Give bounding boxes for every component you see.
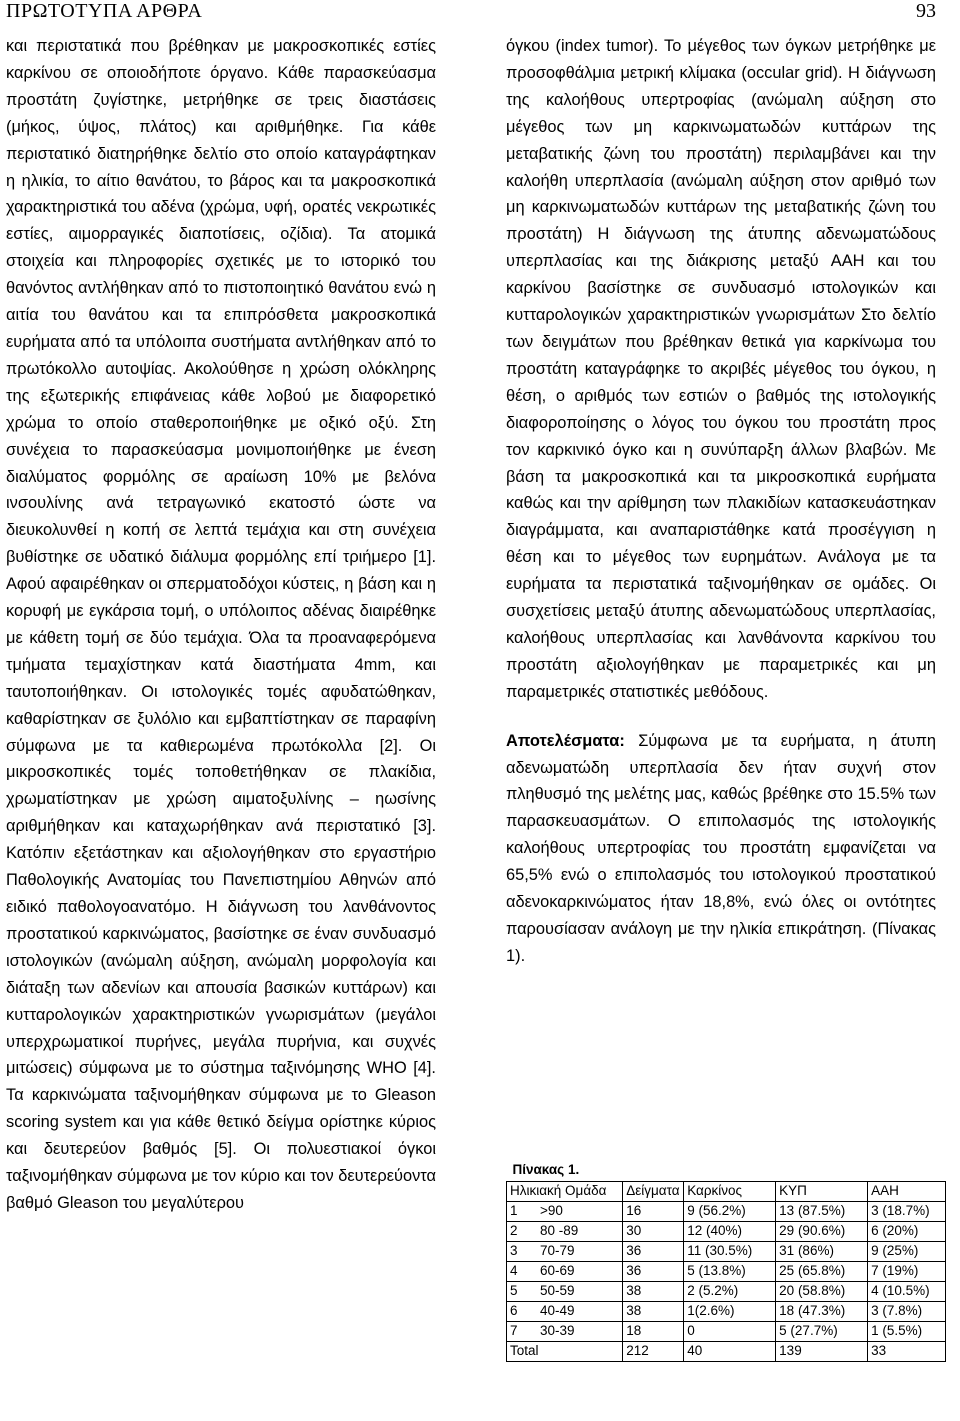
row-number: 5 [510, 1283, 518, 1298]
kyp-cell: 31 (86%) [776, 1242, 868, 1262]
age-group: 80 -89 [540, 1223, 579, 1238]
total-cancer: 40 [684, 1342, 776, 1362]
row-number: 2 [510, 1223, 518, 1238]
table-row [507, 1302, 946, 1322]
total-kyp: 139 [776, 1342, 868, 1362]
row-number: 1 [510, 1203, 518, 1218]
aah-cell: 4 (10.5%) [868, 1282, 946, 1302]
age-group: >90 [540, 1203, 563, 1218]
cancer-cell: 12 (40%) [684, 1222, 776, 1242]
samples-cell: 36 [623, 1242, 684, 1262]
section-title: ΠΡΩΤΟΤΥΠΑ ΑΡΘΡΑ [6, 0, 203, 22]
total-samples: 212 [623, 1342, 684, 1362]
row-number: 6 [510, 1303, 518, 1318]
table-header-row [507, 1182, 946, 1202]
samples-cell: 38 [623, 1282, 684, 1302]
results-heading: Αποτελέσματα: [506, 731, 625, 750]
table-1 [506, 1161, 946, 1362]
aah-cell: 6 (20%) [868, 1222, 946, 1242]
kyp-cell: 5 (27.7%) [776, 1322, 868, 1342]
table-row [507, 1202, 946, 1222]
row-number: 3 [510, 1243, 518, 1258]
header-aah: ΑΑΗ [868, 1182, 946, 1202]
cancer-cell: 5 (13.8%) [684, 1262, 776, 1282]
header-age-group: Ηλικιακή Ομάδα [507, 1182, 623, 1202]
samples-cell: 18 [623, 1322, 684, 1342]
table-row [507, 1242, 946, 1262]
cancer-cell: 11 (30.5%) [684, 1242, 776, 1262]
kyp-cell: 18 (47.3%) [776, 1302, 868, 1322]
age-group: 30-39 [540, 1323, 575, 1338]
right-column [506, 33, 936, 970]
results-paragraph [506, 728, 936, 970]
samples-cell: 38 [623, 1302, 684, 1322]
age-group: 70-79 [540, 1243, 575, 1258]
table-total-row [507, 1342, 946, 1362]
kyp-cell: 29 (90.6%) [776, 1222, 868, 1242]
kyp-cell: 25 (65.8%) [776, 1262, 868, 1282]
table-row [507, 1222, 946, 1242]
results-text: Σύμφωνα με τα ευρήματα, η άτυπη αδενωματώδη υπερπλασία δεν ήταν συχνή στον πληθυσμό της μελέτης μας, καθώς βρέθηκε στο 15.5% των παρασκευασμάτων. Ο επιπολασμός της ιστολογικής καλοήθους υπερτροφίας του προστάτη εμφανίζεται να 65,5% ενώ ο επιπολασμός του ιστολογικού προστατικού αδενοκαρκινώματος ήταν 18,8%, ενώ όλες οι οντότητες παρουσίασαν ανάλογη με την ηλικία επικράτηση. (Πίνακας 1). [506, 731, 936, 965]
header-cancer: Καρκίνος [684, 1182, 776, 1202]
age-group: 40-49 [540, 1303, 575, 1318]
aah-cell: 9 (25%) [868, 1242, 946, 1262]
kyp-cell: 13 (87.5%) [776, 1202, 868, 1222]
methods-paragraph-continued: όγκου (index tumor). Το μέγεθος των όγκων μετρήθηκε με προσοφθάλμια μετρική κλίμακα (occular grid). Η διάγνωση της καλοήθους υπερτροφίας (ανώμαλη αύξηση στο μέγεθος των μη καρκινωματωδών κυττάρων της μεταβατικής ζώνη του προστάτη) περιλαμβάνει και την καλοήθη υπερπλασία (ανώμαλη αύξηση στον αριθμό των μη καρκινωματωδών κυττάρων της μεταβατικής ζώνη του προστάτη) Η διάγνωση της άτυπης αδενωματώδους υπερπλασίας και της διάκρισης μεταξύ ΑΑΗ και του καρκίνου βασίστηκε σε συνδυασμό ιστολογικών και κυτταρολογικών χαρακτηριστικών γνωρισμάτων Στο δελτίο των δειγμάτων που βρέθηκαν θετικά για καρκίνωμα του προστάτη καταγράφηκε το ακριβές μέγεθος του όγκου, η θέση, ο αριθμός των εστιών ο βαθμός της ιστολογικής διαφοροποίησης ο λόγος του όγκου του προστάτη προς τον καρκινικό όγκο και η συνύπαρξη άλλων βλαβών. Με βάση τα μακροσκοπικά και τα μικροσκοπικά ευρήματα καθώς και την αρίθμηση των πλακιδίων κατασκευάστηκαν διαγράμματα, και αναπαριστάθηκε κατά προσέγγιση η θέση και το μέγεθος των ευρημάτων. Ανάλογα με τα ευρήματα τα περιστατικά ταξινομήθηκαν σε ομάδες. Οι συσχετίσεις μεταξύ άτυπης αδενωματώδους υπερπλασίας, καλοήθους υπερπλασίας και λανθάνοντα καρκίνου του προστάτη αξιολογήθηκαν με παραμετρικές και μη παραμετρικές στατιστικές μεθόδους. [506, 37, 936, 701]
cancer-cell: 0 [684, 1322, 776, 1342]
aah-cell: 1 (5.5%) [868, 1322, 946, 1342]
samples-cell: 36 [623, 1262, 684, 1282]
table-row [507, 1262, 946, 1282]
data-table [506, 1161, 946, 1362]
total-label: Total [507, 1342, 623, 1362]
aah-cell: 3 (18.7%) [868, 1202, 946, 1222]
samples-cell: 30 [623, 1222, 684, 1242]
aah-cell: 7 (19%) [868, 1262, 946, 1282]
table-title: Πίνακας 1. [512, 1162, 580, 1177]
table-row [507, 1322, 946, 1342]
header-samples: Δείγματα [623, 1182, 684, 1202]
age-group: 60-69 [540, 1263, 575, 1278]
aah-cell: 3 (7.8%) [868, 1302, 946, 1322]
table-row [507, 1282, 946, 1302]
methods-paragraph: και περιστατικά που βρέθηκαν με μακροσκοπικές εστίες καρκίνου σε οποιοδήποτε όργανο. Κάθε παρασκεύασμα προστάτη ζυγίστηκε, μετρήθηκε σε τρεις διαστάσεις (μήκος, ύψος, πλάτος) και αριθμήθηκε. Για κάθε περιστατικό διατηρήθηκε δελτίο στο οποίο καταγράφτηκαν η ηλικία, το αίτιο θανάτου, το βάρος και τα μακροσκοπικά χαρακτηριστικά του αδένα (χρώμα, υφή, ορατές νεκρωτικές εστίες, αιμορραγικές διαποτίσεις, οζίδια). Τα ατομικά στοιχεία και πληροφορίες σχετικές με το ιστορικό του θανόντος αντλήθηκαν από το πιστοποιητικό θανάτου ενώ η αιτία του θανάτου και τα επιπρόσθετα μακροσκοπικά ευρήματα από τα υπόλοιπα συστήματα αντλήθηκαν από το πρωτόκολλο αυτοψίας. Ακολούθησε η χρώση ολόκληρης της εξωτερικής επιφάνειας κάθε λοβού με διαφορετικό χρώμα το οποίο σταθεροποιήθηκε με οξικό οξύ. Στη συνέχεια το παρασκεύασμα μονιμοποιήθηκε με ένεση διαλύματος φορμόλης σε αραίωση 10% με βελόνα ινσουλίνης ανά τετραγωνικό εκατοστό ώστε να διευκολυνθεί η κοπή σε λεπτά τεμάχια και στη συνέχεια βυθίστηκε σε υδατικό διάλυμα φορμόλης επί τριήμερο [1]. Αφού αφαιρέθηκαν οι σπερματοδόχοι κύστεις, η βάση και η κορυφή με εγκάρσια τομή, ο υπόλοιπος αδένας διαιρέθηκε με κάθετη τομή σε δύο τεμάχια. Όλα τα προαναφερόμενα τμήματα τεμαχίστηκαν κατά διαστήματα 4mm, και ταυτοποιήθηκαν. Οι ιστολογικές τομές αφυδατώθηκαν, καθαρίστηκαν σε ξυλόλιο και εμβαπτίστηκαν σε παραφίνη σύμφωνα με τα καθιερωμένα πρωτόκολλα [2]. Οι μικροσκοπικές τομές τοποθετήθηκαν σε πλακίδια, χρωματίστηκαν με χρώση αιματοξυλίνης – ηωσίνης αριθμήθηκαν και καταχωρήθηκαν ανά περιστατικό [3]. Κατόπιν εξετάστηκαν και αξιολογήθηκαν στο εργαστήριο Παθολογικής Ανατομίας του Πανεπιστημίου Αθηνών από ειδικό παθολογοανατόμο. Η διάγνωση του λανθάνοντος προστατικού καρκινώματος, βασίστηκε σε έναν συνδυασμό ιστολογικών (ανώμαλη αύξηση, ανώμαλη μορφολογία και διάταξη των αδενίων και απουσία βασικών κυττάρων) και κυτταρολογικών χαρακτηριστικών γνωρισμάτων (μεγάλοι υπερχρωματικοί πυρήνες, μεγάλα πυρήνια, και συχνές μιτώσεις) σύμφωνα με το σύστημα ταξινόμησης WHO [4]. Τα καρκινώματα ταξινομήθηκαν σύμφωνα με το Gleason scoring system και για κάθε θετικό δείγμα ορίστηκε κύριος και δευτερεύον βαθμός [5]. Οι πολυεστιακοί όγκοι ταξινομήθηκαν σύμφωνα με τον κύριο και τον δευτερεύοντα βαθμό Gleason του μεγαλύτερου [6, 37, 436, 1212]
age-group: 50-59 [540, 1283, 575, 1298]
row-number: 4 [510, 1263, 518, 1278]
kyp-cell: 20 (58.8%) [776, 1282, 868, 1302]
cancer-cell: 1(2.6%) [684, 1302, 776, 1322]
cancer-cell: 9 (56.2%) [684, 1202, 776, 1222]
row-number: 7 [510, 1323, 518, 1338]
left-column [6, 33, 436, 1217]
cancer-cell: 2 (5.2%) [684, 1282, 776, 1302]
total-aah: 33 [868, 1342, 946, 1362]
samples-cell: 16 [623, 1202, 684, 1222]
header-kyp: ΚΥΠ [776, 1182, 868, 1202]
page-number: 93 [916, 0, 936, 22]
